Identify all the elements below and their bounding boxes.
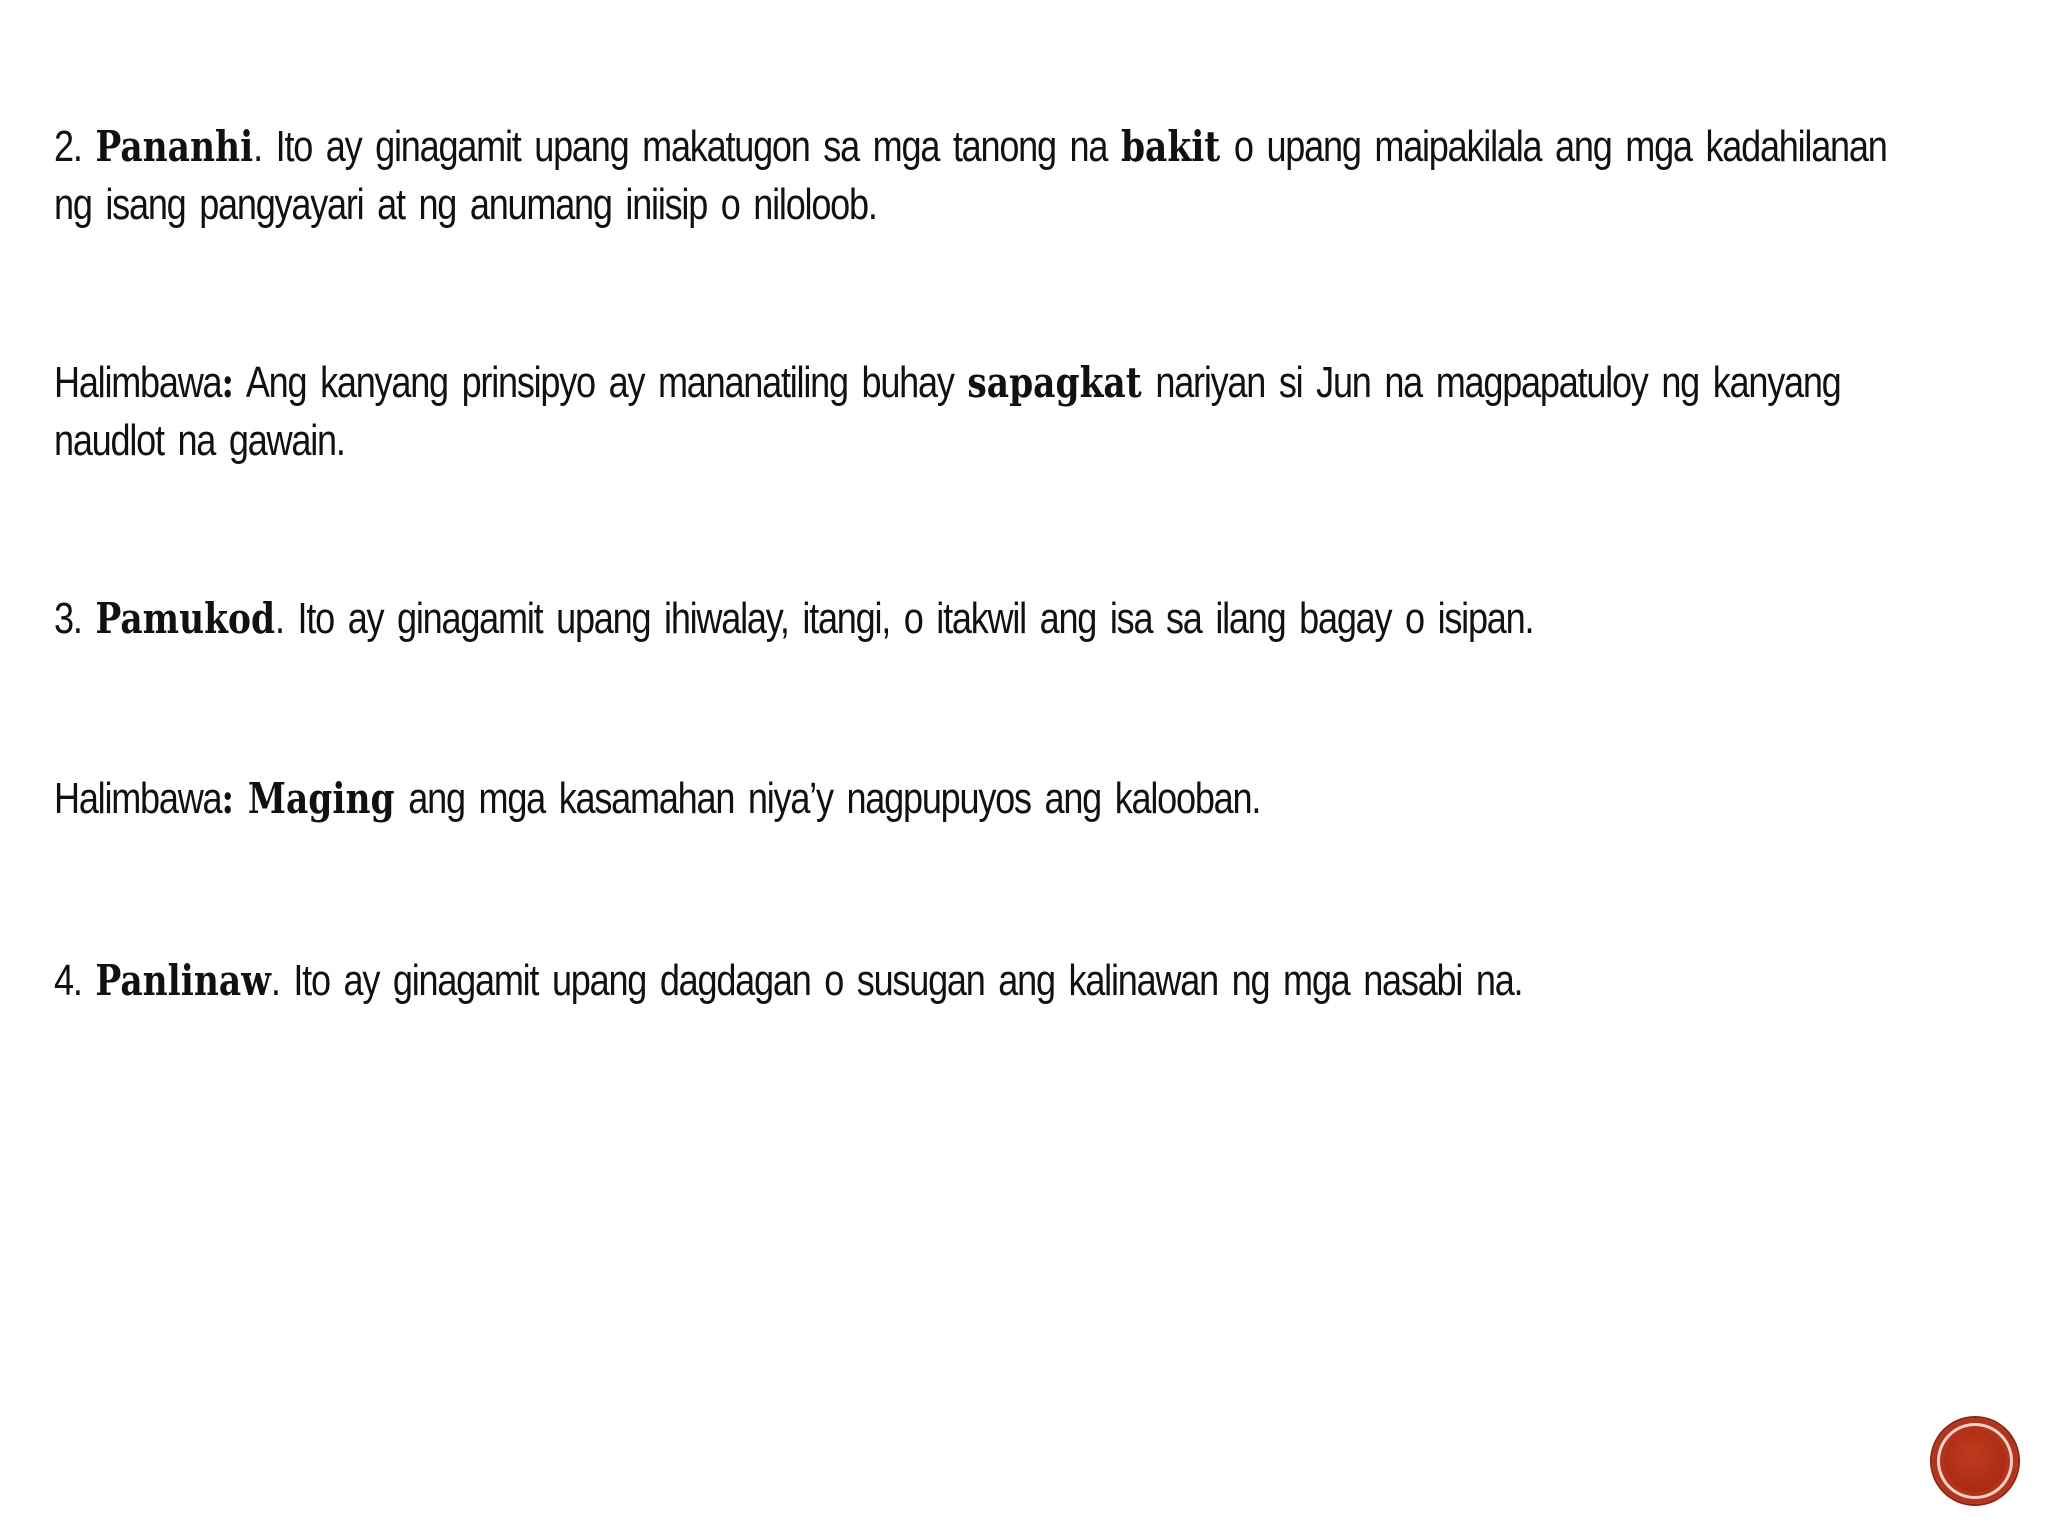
term-pananhi: Pananhi: [95, 122, 254, 171]
paragraph-panlinaw: [54, 952, 1891, 1010]
definition-text: . Ito ay ginagamit upang makatugon sa mga tanong na: [253, 122, 1121, 171]
term-panlinaw: Panlinaw: [95, 956, 271, 1005]
keyword-bakit: bakit: [1120, 122, 1221, 171]
item-number: 3.: [54, 594, 96, 643]
nav-button-fill: [1944, 1430, 2006, 1492]
item-number: 4.: [54, 956, 96, 1005]
example-text-rest: ang mga kasamahan niya’y nagpupuyos ang kalooban.: [394, 774, 1261, 823]
example-pananhi: [54, 354, 1891, 470]
item-number: 2.: [54, 122, 96, 171]
example-text: Ang kanyang prinsipyo ay mananatiling buhay: [234, 358, 968, 407]
paragraph-pananhi: [54, 118, 1891, 234]
example-colon: :: [221, 774, 235, 823]
definition-text-rest: o upang maipakilala ang mga kadahilanan ng isang pangyayari at ng anumang iniisip o niloloob.: [54, 122, 1887, 229]
term-pamukod: Pamukod: [95, 594, 276, 643]
circle-nav-icon[interactable]: [1932, 1418, 2018, 1504]
example-colon: :: [221, 358, 235, 407]
definition-text: . Ito ay ginagamit upang ihiwalay, itangi, o itakwil ang isa sa ilang bagay o isipan.: [275, 594, 1534, 643]
definition-text: . Ito ay ginagamit upang dagdagan o susugan ang kalinawan ng mga nasabi na.: [270, 956, 1523, 1005]
example-space: [234, 774, 248, 823]
example-text-rest: nariyan si Jun na magpapatuloy ng kanyang naudlot na gawain.: [54, 358, 1841, 465]
example-label: Halimbawa: [54, 774, 222, 823]
keyword-sapagkat: sapagkat: [967, 358, 1142, 407]
example-pamukod: [54, 770, 1891, 828]
example-label: Halimbawa: [54, 358, 222, 407]
paragraph-pamukod: [54, 590, 1891, 648]
keyword-maging: Maging: [247, 774, 395, 823]
